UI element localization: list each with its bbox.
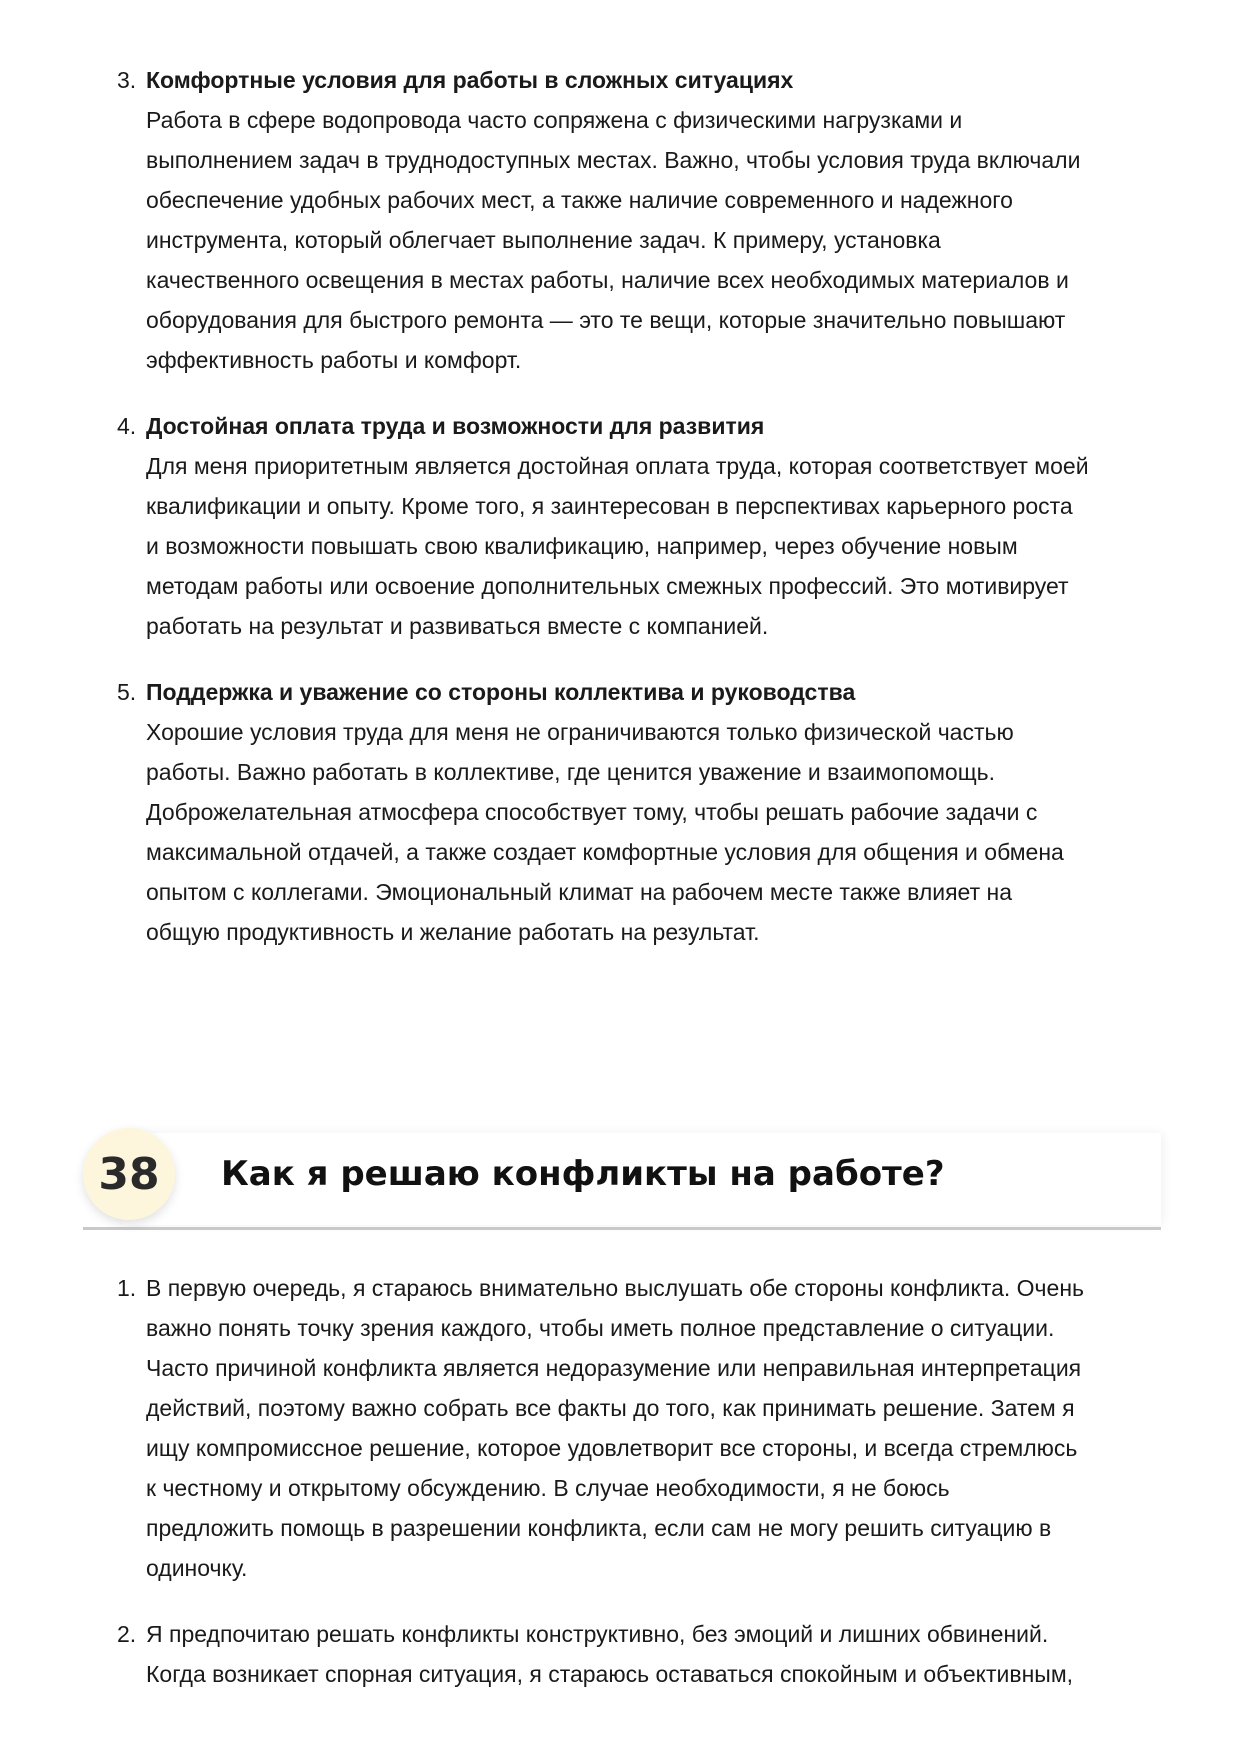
list-item-number: 2. bbox=[117, 1621, 137, 1647]
text-line: опытом с коллегами. Эмоциональный климат на рабочем месте также влияет на bbox=[146, 879, 1012, 905]
text-line: важно понять точку зрения каждого, чтобы иметь полное представление о ситуации. bbox=[146, 1315, 1055, 1341]
text-line: и возможности повышать свою квалификацию, например, через обучение новым bbox=[146, 533, 1018, 559]
text-line: качественного освещения в местах работы, наличие всех необходимых материалов и bbox=[146, 267, 1069, 293]
text-line: действий, поэтому важно собрать все факты до того, как принимать решение. Затем я bbox=[146, 1395, 1075, 1421]
text-line: В первую очередь, я стараюсь внимательно выслушать обе стороны конфликта. Очень bbox=[146, 1275, 1085, 1301]
list-item-number: 4. bbox=[117, 413, 137, 439]
question-header bbox=[83, 1128, 1161, 1234]
text-line: Я предпочитаю решать конфликты конструктивно, без эмоций и лишних обвинений. bbox=[146, 1621, 1049, 1647]
list-item-text bbox=[146, 100, 1163, 380]
question-number-badge: 38 bbox=[83, 1128, 175, 1220]
text-line: общую продуктивность и желание работать на результат. bbox=[146, 919, 760, 945]
text-line: Для меня приоритетным является достойная оплата труда, которая соответствует моей bbox=[146, 453, 1089, 479]
text-line: Работа в сфере водопровода часто сопряжена с физическими нагрузками и bbox=[146, 107, 963, 133]
list-item-text bbox=[146, 1614, 1163, 1694]
text-line: работать на результат и развиваться вместе с компанией. bbox=[146, 613, 769, 639]
text-line: квалификации и опыту. Кроме того, я заинтересован в перспективах карьерного роста bbox=[146, 493, 1073, 519]
list-item bbox=[113, 406, 1163, 646]
text-line: эффективность работы и комфорт. bbox=[146, 347, 522, 373]
header-divider bbox=[83, 1227, 1161, 1230]
list-item bbox=[113, 672, 1163, 952]
previous-answer-list bbox=[113, 60, 1163, 952]
text-line: выполнением задач в труднодоступных местах. Важно, чтобы условия труда включали bbox=[146, 147, 1081, 173]
list-item-title: Комфортные условия для работы в сложных ситуациях bbox=[146, 67, 794, 93]
list-item-number: 3. bbox=[117, 67, 137, 93]
text-line: работы. Важно работать в коллективе, где ценится уважение и взаимопомощь. bbox=[146, 759, 996, 785]
list-item-title: Достойная оплата труда и возможности для развития bbox=[146, 413, 765, 439]
text-line: Доброжелательная атмосфера способствует тому, чтобы решать рабочие задачи с bbox=[146, 799, 1038, 825]
answer-list bbox=[113, 1268, 1163, 1694]
list-item-text bbox=[146, 446, 1163, 646]
list-item-title: Поддержка и уважение со стороны коллектива и руководства bbox=[146, 679, 856, 705]
list-item-text bbox=[146, 1268, 1163, 1588]
text-line: методам работы или освоение дополнительных смежных профессий. Это мотивирует bbox=[146, 573, 1069, 599]
list-item bbox=[113, 60, 1163, 380]
text-line: одиночку. bbox=[146, 1555, 248, 1581]
text-line: оборудования для быстрого ремонта — это те вещи, которые значительно повышают bbox=[146, 307, 1066, 333]
text-line: инструмента, который облегчает выполнение задач. К примеру, установка bbox=[146, 227, 941, 253]
text-line: к честному и открытому обсуждению. В случае необходимости, я не боюсь bbox=[146, 1475, 950, 1501]
text-line: Часто причиной конфликта является недоразумение или неправильная интерпретация bbox=[146, 1355, 1082, 1381]
text-line: максимальной отдачей, а также создает комфортные условия для общения и обмена bbox=[146, 839, 1064, 865]
text-line: обеспечение удобных рабочих мест, а также наличие современного и надежного bbox=[146, 187, 1013, 213]
list-item bbox=[113, 1614, 1163, 1694]
text-line: предложить помощь в разрешении конфликта, если сам не могу решить ситуацию в bbox=[146, 1515, 1052, 1541]
list-item-number: 5. bbox=[117, 679, 137, 705]
list-item-text bbox=[146, 712, 1163, 952]
list-item-number: 1. bbox=[117, 1275, 137, 1301]
text-line: Когда возникает спорная ситуация, я стараюсь оставаться спокойным и объективным, bbox=[146, 1661, 1074, 1687]
list-item bbox=[113, 1268, 1163, 1588]
text-line: Хорошие условия труда для меня не ограничиваются только физической частью bbox=[146, 719, 1014, 745]
text-line: ищу компромиссное решение, которое удовлетворит все стороны, и всегда стремлюсь bbox=[146, 1435, 1078, 1461]
question-title: Как я решаю конфликты на работе? bbox=[221, 1154, 945, 1194]
